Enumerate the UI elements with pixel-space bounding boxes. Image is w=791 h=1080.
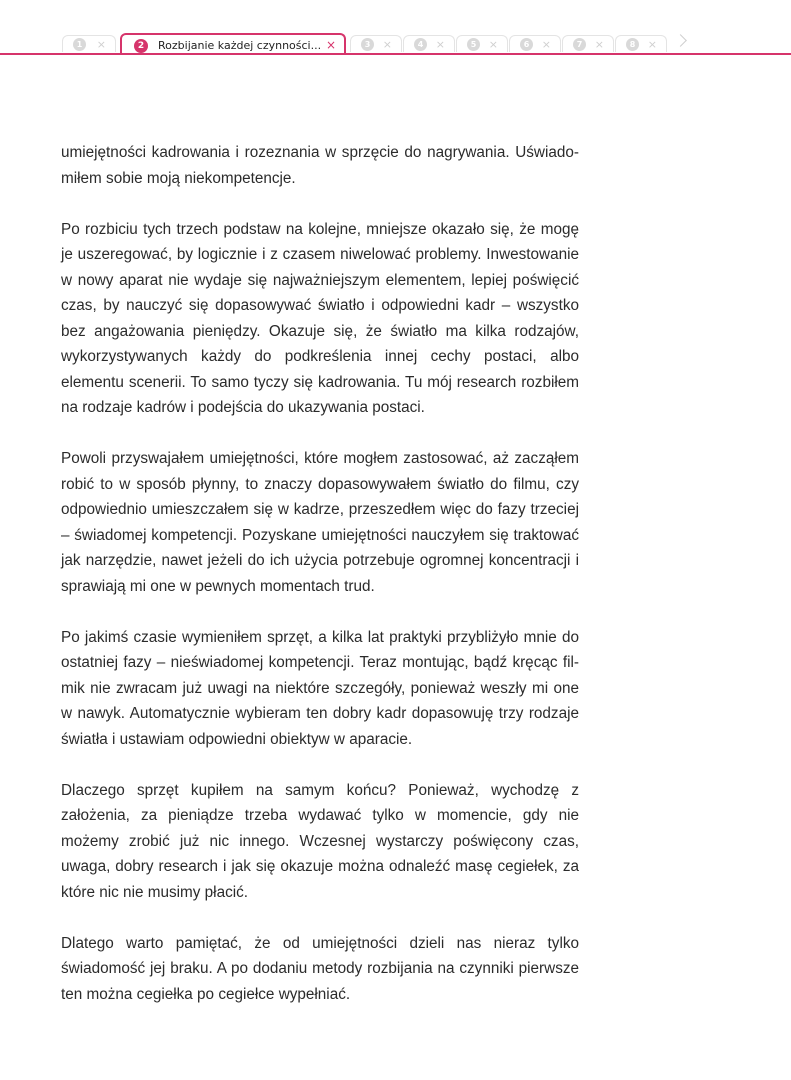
- tab-label: Rozbijanie każdej czynności...: [158, 39, 322, 52]
- tab-number: 3: [361, 38, 374, 51]
- paragraph: umiejętności kadrowania i rozeznania w sprzęcie do nagrywania. Uświadomiłem sobie moją niekompetencje.: [61, 144, 579, 187]
- paragraph: Dlatego warto pamiętać, że od umiejętności dzieli nas nieraz tylko świadomość jej braku. A po dodaniu metody rozbijania na czynniki pierwsze ten można cegiełka po cegiełce wypełniać.: [61, 934, 579, 1003]
- article-body: [61, 140, 579, 1033]
- tab-number: 4: [414, 38, 427, 51]
- tab-4[interactable]: [403, 35, 455, 52]
- tab-number: 5: [467, 38, 480, 51]
- close-icon[interactable]: ×: [382, 38, 392, 51]
- tab-strip: [0, 0, 791, 56]
- chevron-right-icon[interactable]: [674, 34, 687, 47]
- close-icon[interactable]: ×: [541, 38, 551, 51]
- paragraph: Po rozbiciu tych trzech podstaw na kolejne, mniejsze okazało się, że mogę je uszeregować, by logicznie i z czasem niwelować problemy. Inwestowanie w nowy aparat nie wydaje się najważniejszym elementem, lepiej poświęcić czas, by nauczyć się dopasowywać światło i odpowiedni kadr – wszystko bez angażowania pieniędzy. Okazuje się, że światło ma kilka rodzajów, wykorzystywanych każdy do podkreślenia innej cechy postaci, albo elementu scenerii. To samo tyczy się kadrowania. Tu mój research rozbiłem na rodzaje kadrów i podejścia do ukazywania postaci.: [61, 220, 579, 416]
- close-icon[interactable]: ×: [647, 38, 657, 51]
- close-icon[interactable]: ×: [594, 38, 604, 51]
- tab-3[interactable]: [350, 35, 402, 52]
- tab-number: 1: [73, 38, 86, 51]
- paragraph: Dlaczego sprzęt kupiłem na samym końcu? Ponieważ, wychodzę z założenia, za pieniądze trzeba wydawać tylko w momencie, gdy nie możemy zrobić już nic innego. Wczesnej wystarczy poświęcony czas, uwaga, dobry research i jak się okazuje można odnaleźć masę cegiełek, za które nic nie musimy płacić.: [61, 781, 579, 901]
- tab-7[interactable]: [562, 35, 614, 52]
- close-icon[interactable]: ×: [488, 38, 498, 51]
- close-icon[interactable]: ×: [325, 38, 336, 52]
- close-icon[interactable]: ×: [435, 38, 445, 51]
- tab-5[interactable]: [456, 35, 508, 52]
- paragraph: Powoli przyswajałem umiejętności, które mogłem zastosować, aż zacząłem robić to w sposób płynny, to znaczy dopasowywałem światło do filmu, czy odpowiednio umieszczałem się w kadrze, przeszedłem więc do fazy trzeciej – świadomej kompetencji. Pozyskane umiejętności nauczyłem się traktować jak narzędzie, nawet jeżeli do ich użycia potrzebuje ogromnej koncentracji i sprawiają mi one w pewnych momentach trud.: [61, 450, 579, 595]
- tab-2[interactable]: [120, 33, 346, 55]
- tab-1[interactable]: [62, 35, 116, 52]
- tab-number: 8: [626, 38, 639, 51]
- paragraph: Po jakimś czasie wymieniłem sprzęt, a kilka lat praktyki przybliżyło mnie do ostatniej fazy – nieświadomej kompetencji. Teraz montując, bądź kręcąc filmik nie zwracam już uwagi na niektóre szczegóły, ponieważ weszły mi one w nawyk. Automatycznie wybieram ten dobry kadr dopasowuję trzy rodzaje światła i ustawiam odpowiedni obiektyw w aparacie.: [61, 628, 579, 748]
- tab-8[interactable]: [615, 35, 667, 52]
- tab-number: 7: [573, 38, 586, 51]
- close-icon[interactable]: ×: [96, 38, 106, 51]
- tab-number: 2: [134, 39, 148, 53]
- tab-6[interactable]: [509, 35, 561, 52]
- tab-number: 6: [520, 38, 533, 51]
- tab-strip-underline: [0, 53, 791, 55]
